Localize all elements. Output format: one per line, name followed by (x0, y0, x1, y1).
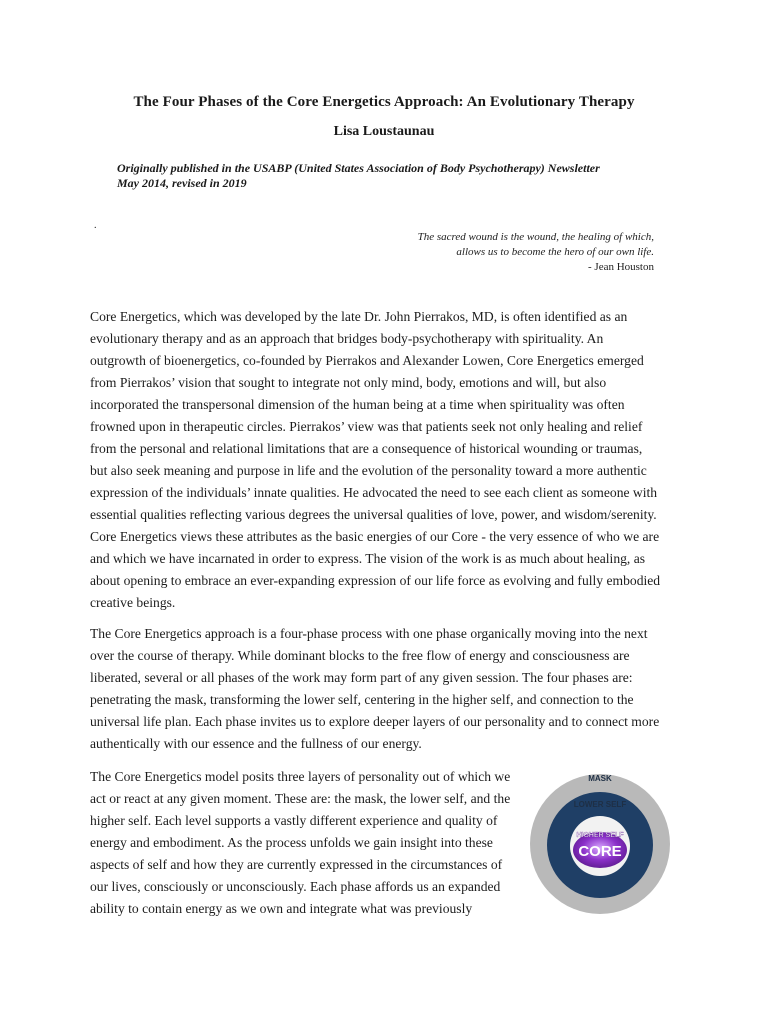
personality-layers-diagram (528, 768, 672, 916)
paragraph-line: The Core Energetics model posits three layers of personality out of which we (90, 769, 511, 784)
paragraph-line: about opening to embrace an ever-expanding expression of our life force as evolving and fully embodied (90, 573, 661, 588)
publication-note (117, 161, 677, 191)
paragraph-line: energy and embodiment. As the process unfolds we gain insight into these (90, 835, 493, 850)
epigraph-attribution: - Jean Houston (588, 261, 654, 273)
paragraph-line: incorporated the transpersonal dimension of the human being at a time when spirituality was often (90, 397, 625, 412)
paragraph-line: universal life plan. Each phase invites us to explore deeper layers of our personality and to connect more (90, 714, 660, 729)
paragraph-line: higher self. Each level supports a vastly different experience and quality of (90, 813, 498, 828)
epigraph (334, 230, 654, 275)
paragraph-line: aspects of self and how they are currently expressed in the circumstances of (90, 857, 503, 872)
paragraph-line: evolutionary therapy and as an approach that bridges body-psychotherapy with spirituality. An (90, 331, 604, 346)
paper-title: The Four Phases of the Core Energetics Approach: An Evolutionary Therapy (133, 94, 635, 110)
body-paragraph-1 (90, 306, 686, 614)
paragraph-line: frowned upon in therapeutic circles. Pierrakos’ view was that patients seek not only healing and relief (90, 419, 643, 434)
mask-label: MASK (588, 774, 612, 783)
higher-self-label: HIGHER SELF (576, 832, 624, 839)
body-paragraph-3 (90, 766, 510, 920)
paragraph-line: Core Energetics, which was developed by the late Dr. John Pierrakos, MD, is often identified as an (90, 309, 628, 324)
core-label: CORE (578, 843, 622, 860)
epigraph-line: The sacred wound is the wound, the healing of which, (417, 231, 654, 243)
publication-note-line: Originally published in the USABP (United States Association of Body Psychotherapy) Newsletter (117, 161, 600, 175)
paragraph-line: expression of the individuals’ innate qualities. He advocated the need to see each client as someone with (90, 485, 658, 500)
lower-self-label: LOWER SELF (573, 800, 627, 809)
paragraph-line: liberated, several or all phases of the work may form part of any given session. The four phases are: (90, 670, 633, 685)
paragraph-line: outgrowth of bioenergetics, co-founded by Pierrakos and Alexander Lowen, Core Energetics emerged (90, 353, 644, 368)
body-paragraph-2 (90, 623, 686, 755)
paragraph-line: essential qualities reflecting various degrees the universal qualities of love, power, and wisdom/serenity. (90, 507, 657, 522)
paragraph-line: over the course of therapy. While dominant blocks to the free flow of energy and consciousness are (90, 648, 630, 663)
paragraph-line: but also seek meaning and purpose in life and the evolution of the personality toward a more authentic (90, 463, 647, 478)
paragraph-line: The Core Energetics approach is a four-phase process with one phase organically moving into the next (90, 626, 648, 641)
paragraph-line: from Pierrakos’ vision that sought to integrate not only mind, body, emotions and will, but also (90, 375, 607, 390)
stray-mark: . (94, 220, 97, 231)
publication-note-line: May 2014, revised in 2019 (117, 176, 247, 190)
paragraph-line: from the personal and relational limitations that are a consequence of historical wounding or traumas, (90, 441, 643, 456)
paragraph-line: act or react at any given moment. These are: the mask, the lower self, and the (90, 791, 511, 806)
paragraph-line: penetrating the mask, transforming the lower self, centering in the higher self, and connection to the (90, 692, 634, 707)
paragraph-line: Core Energetics views these attributes as the basic energies of our Core - the very essence of who we are (90, 529, 660, 544)
paragraph-line: creative beings. (90, 595, 176, 610)
paragraph-line: authentically with our essence and the fullness of our energy. (90, 736, 422, 751)
paragraph-line: and which we have incarnated in order to express. The vision of the work is as much about healing, as (90, 551, 646, 566)
paragraph-line: our lives, consciously or unconsciously. Each phase affords us an expanded (90, 879, 501, 894)
paragraph-line: ability to contain energy as we own and integrate what was previously (90, 901, 473, 916)
epigraph-line: allows us to become the hero of our own life. (456, 246, 654, 258)
author-name: Lisa Loustaunau (333, 124, 435, 139)
